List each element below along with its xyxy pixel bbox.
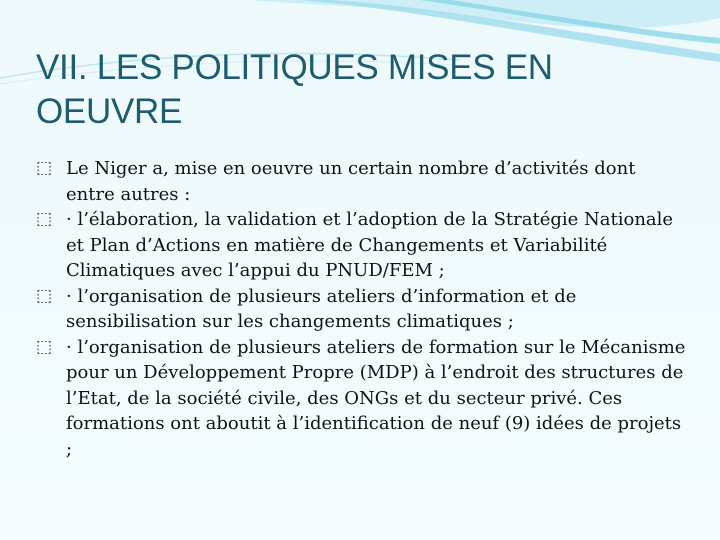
list-item (36, 284, 686, 335)
list-item (36, 156, 686, 207)
bullet-list (36, 156, 686, 462)
bullet-text: · l’organisation de plusieurs ateliers d’information et de sensibilisation sur les changements climatiques ; (66, 285, 577, 332)
bullet-icon: ⬚ (36, 209, 53, 229)
list-item (36, 335, 686, 463)
list-item (36, 207, 686, 284)
bullet-text: · l’organisation de plusieurs ateliers de formation sur le Mécanisme pour un Développement Propre (MDP) à l’endroit des structures de l’Etat, de la société civile, des ONGs et du secteur privé. Ces formations ont aboutit à l’identification de neuf (9) idées de projets ; (66, 336, 686, 460)
title-line-2: OEUVRE (36, 92, 183, 131)
bullet-icon: ⬚ (36, 336, 53, 357)
slide-title (36, 46, 676, 134)
bullet-icon: ⬚ (36, 285, 53, 306)
title-line-1: VII. LES POLITIQUES MISES EN (36, 48, 553, 87)
bullet-text: Le Niger a, mise en oeuvre un certain nombre d’activités dont entre autres : (66, 158, 636, 205)
bullet-text: · l’élaboration, la validation et l’adoption de la Stratégie Nationale et Plan d’Actions en matière de Changements et Variabilité Climatiques avec l’appui du PNUD/FEM ; (66, 209, 674, 281)
bullet-icon: ⬚ (36, 158, 53, 178)
